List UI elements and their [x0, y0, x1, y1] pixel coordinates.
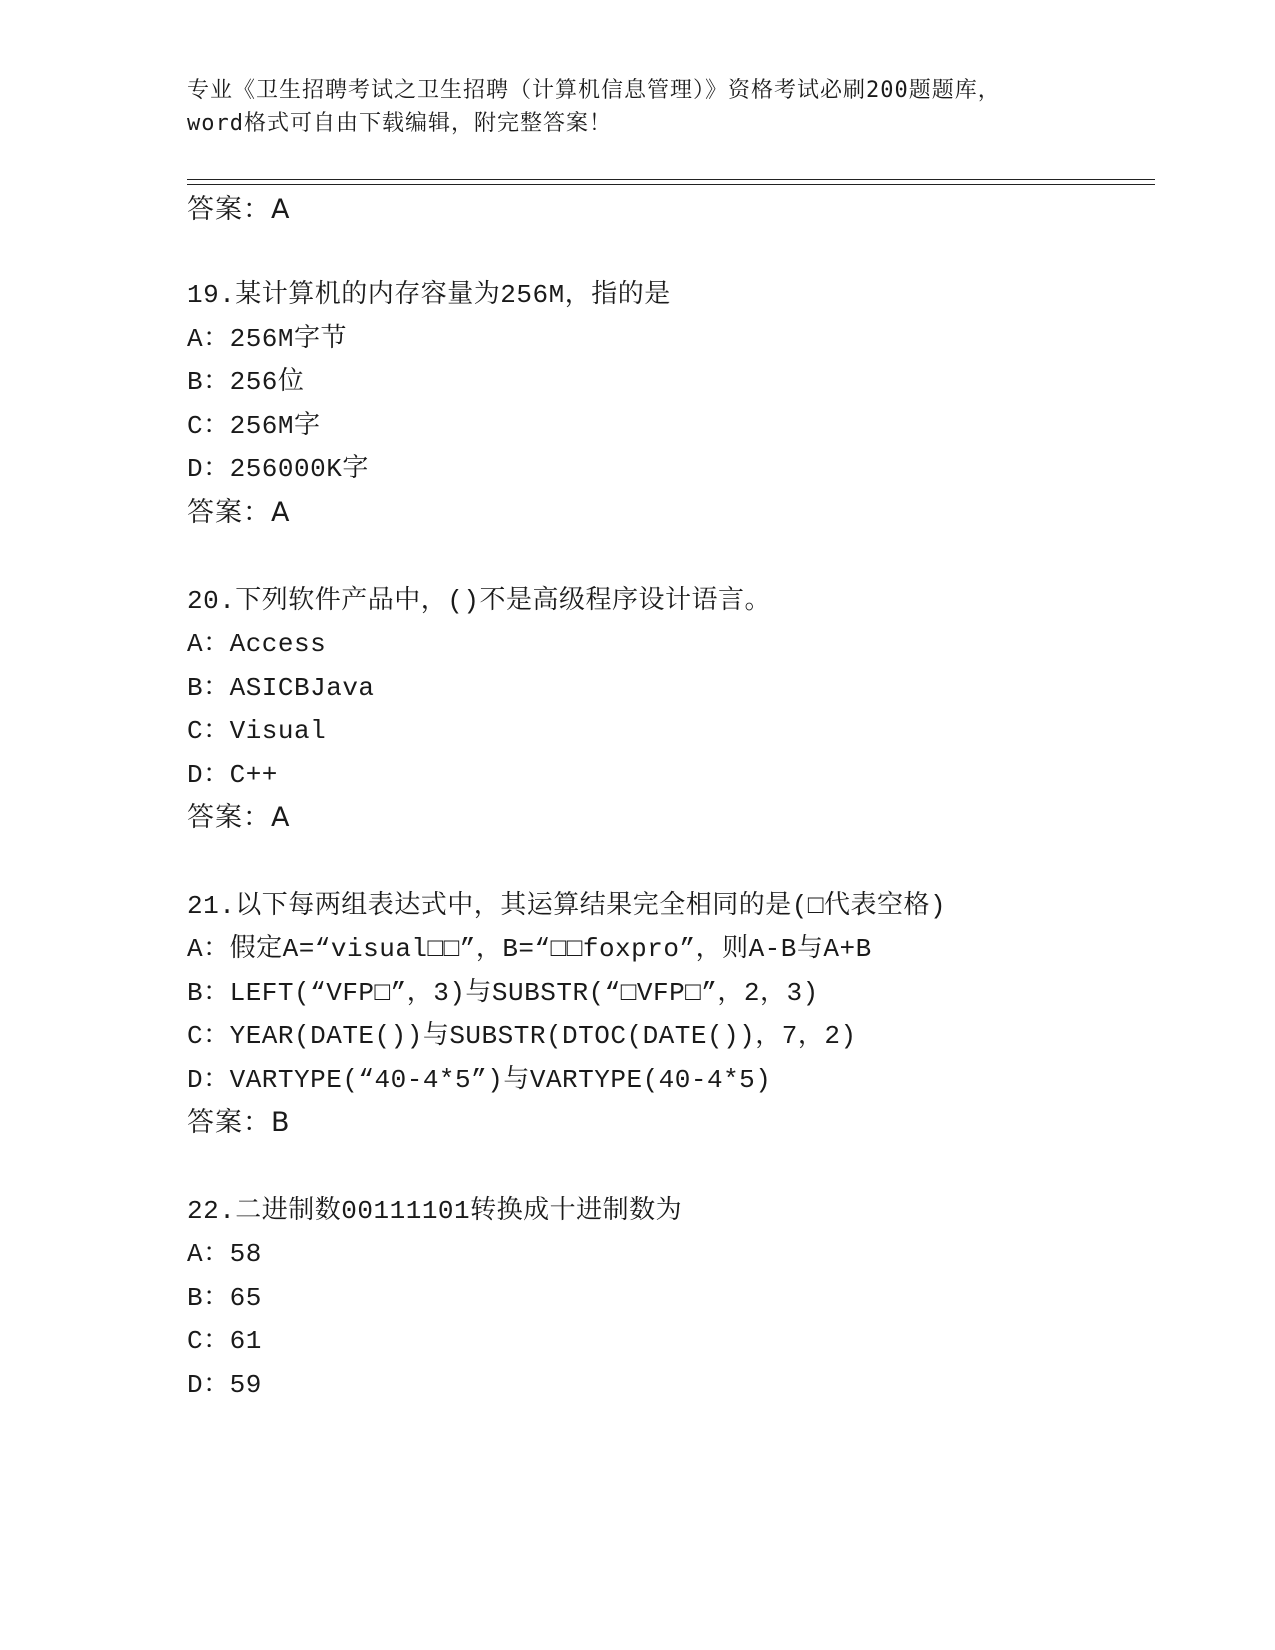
header-rule-bottom: [187, 184, 1155, 185]
option-b: B：256位: [187, 367, 305, 397]
option-c: C：61: [187, 1326, 262, 1356]
question-stem: 19.某计算机的内存容量为256M，指的是: [187, 280, 671, 310]
document-header: [187, 74, 1087, 140]
header-line-2: word格式可自由下载编辑，附完整答案！: [187, 111, 612, 136]
answer-line: 答案：B: [187, 1107, 291, 1138]
option-b: B：ASICBJava: [187, 673, 375, 703]
option-d: D：C++: [187, 760, 278, 790]
answer-line: 答案：A: [187, 497, 291, 528]
header-line-1: 专业《卫生招聘考试之卫生招聘（计算机信息管理）》资格考试必刷200题题库，: [187, 78, 1001, 103]
option-a: A：58: [187, 1239, 262, 1269]
option-a: A：假定A=“visual□□”，B=“□□foxpro”，则A-B与A+B: [187, 934, 872, 964]
option-b: B：LEFT(“VFP□”，3)与SUBSTR(“□VFP□”，2，3): [187, 978, 819, 1008]
option-d: D：256000K字: [187, 454, 369, 484]
question-stem: 20.下列软件产品中，()不是高级程序设计语言。: [187, 586, 772, 616]
option-c: C：YEAR(DATE())与SUBSTR(DTOC(DATE())，7，2): [187, 1021, 857, 1051]
option-b: B：65: [187, 1283, 262, 1313]
option-a: A：Access: [187, 629, 327, 659]
question-stem: 21.以下每两组表达式中，其运算结果完全相同的是(□代表空格): [187, 891, 947, 921]
option-d: D：59: [187, 1370, 262, 1400]
option-d: D：VARTYPE(“40-4*5”)与VARTYPE(40-4*5): [187, 1065, 772, 1095]
option-a: A：256M字节: [187, 324, 348, 354]
question-stem: 22.二进制数00111101转换成十进制数为: [187, 1196, 683, 1226]
option-c: C：256M字: [187, 411, 321, 441]
option-c: C：Visual: [187, 716, 327, 746]
answer-line: 答案：A: [187, 802, 291, 833]
answer-line: 答案：A: [187, 194, 291, 225]
header-rule-top: [187, 179, 1155, 180]
